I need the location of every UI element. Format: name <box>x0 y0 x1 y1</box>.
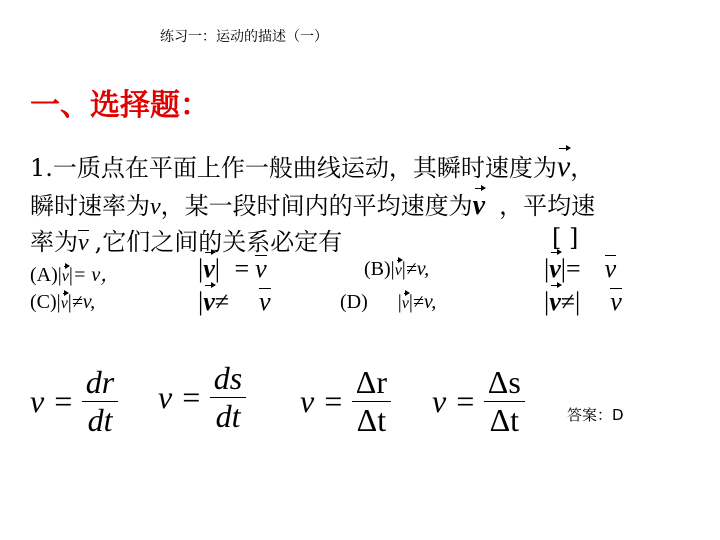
option-b-part1: (B)|v|≠v, <box>364 258 430 280</box>
avg-speed-symbol: v <box>604 254 617 283</box>
formula-numerator: ds <box>210 360 246 398</box>
avg-velocity-symbol: v <box>203 287 215 316</box>
answer-text: 答案：D <box>567 406 624 424</box>
formula-fraction <box>352 364 391 439</box>
formula-denominator: dt <box>215 397 241 434</box>
option-expression: ≠v, <box>71 291 96 313</box>
question-text: ，某一段时间内的平均速度为 <box>160 192 473 220</box>
answer-bracket: [ ] <box>552 224 579 252</box>
formula-velocity <box>30 364 118 439</box>
question-text: 1.一质点在平面上作一般曲线运动，其瞬时速度为 <box>30 154 557 182</box>
option-expression: = v， <box>72 264 121 286</box>
option-label: (C) <box>30 291 57 313</box>
question-text: 瞬时速率为 <box>30 192 150 220</box>
formula-fraction <box>82 364 118 439</box>
option-expression: = <box>234 254 250 283</box>
question-punct: ， <box>570 154 595 182</box>
option-c-part1: (C)|v|≠v, <box>30 291 96 313</box>
velocity-vector-symbol: v <box>556 150 571 183</box>
formula-average-speed <box>432 364 525 439</box>
option-label: (B) <box>364 258 391 280</box>
option-b-part2: |v|= v <box>544 254 617 283</box>
speed-symbol: v <box>150 194 161 220</box>
avg-velocity-symbol: v <box>549 254 561 283</box>
formula-lhs: v = <box>432 382 476 419</box>
formula-fraction <box>210 360 246 435</box>
avg-velocity-symbol: v <box>203 254 215 283</box>
formula-average-velocity <box>300 364 391 439</box>
option-expression: ≠ <box>560 287 576 316</box>
formula-lhs: v = <box>300 382 344 419</box>
question-text: 率为 <box>30 228 78 256</box>
formula-numerator: Δs <box>484 364 525 402</box>
formula-denominator: Δt <box>489 401 520 438</box>
velocity-vector-symbol: v <box>394 262 402 279</box>
option-a-part2: |v| = v <box>198 254 267 283</box>
option-label: (A) <box>30 264 58 286</box>
avg-speed-symbol: v <box>259 287 271 316</box>
question-text: ,它们之间的关系必定有 <box>94 228 343 256</box>
option-expression: = <box>565 254 581 283</box>
question-line-1 <box>30 148 594 184</box>
formula-denominator: dt <box>87 401 113 438</box>
velocity-vector-symbol: v <box>61 268 69 285</box>
question-text: ，平均速 <box>499 192 596 220</box>
formula-lhs: v = <box>158 378 202 415</box>
avg-speed-symbol: v <box>610 287 622 316</box>
option-expression: ≠v, <box>412 291 437 313</box>
question-line-3 <box>30 222 342 257</box>
section-title: 一、选择题： <box>30 88 210 123</box>
formula-numerator: dr <box>82 364 118 402</box>
avg-speed-symbol: v <box>255 254 267 283</box>
avg-velocity-symbol: v <box>549 287 561 316</box>
formula-fraction <box>484 364 525 439</box>
formula-numerator: Δr <box>352 364 391 402</box>
option-d-part2: |v≠| v <box>544 287 622 316</box>
option-expression: ≠ <box>214 287 230 316</box>
formula-speed <box>158 360 246 435</box>
formula-denominator: Δt <box>356 401 387 438</box>
velocity-vector-symbol: v <box>401 295 409 312</box>
option-expression: ≠v, <box>405 258 430 280</box>
option-d-part1: (D) |v|≠v, <box>340 291 437 313</box>
formula-lhs: v = <box>30 382 74 419</box>
option-a-part1: (A)|v|= v， <box>30 264 121 286</box>
avg-velocity-symbol: v <box>472 190 486 221</box>
option-c-part2: |v≠ v <box>198 287 271 316</box>
velocity-vector-symbol: v <box>60 295 68 312</box>
option-label: (D) <box>340 291 368 313</box>
avg-speed-symbol: v <box>78 230 89 256</box>
page-header: 练习一：运动的描述（一） <box>160 29 328 45</box>
question-line-2 <box>30 186 595 222</box>
